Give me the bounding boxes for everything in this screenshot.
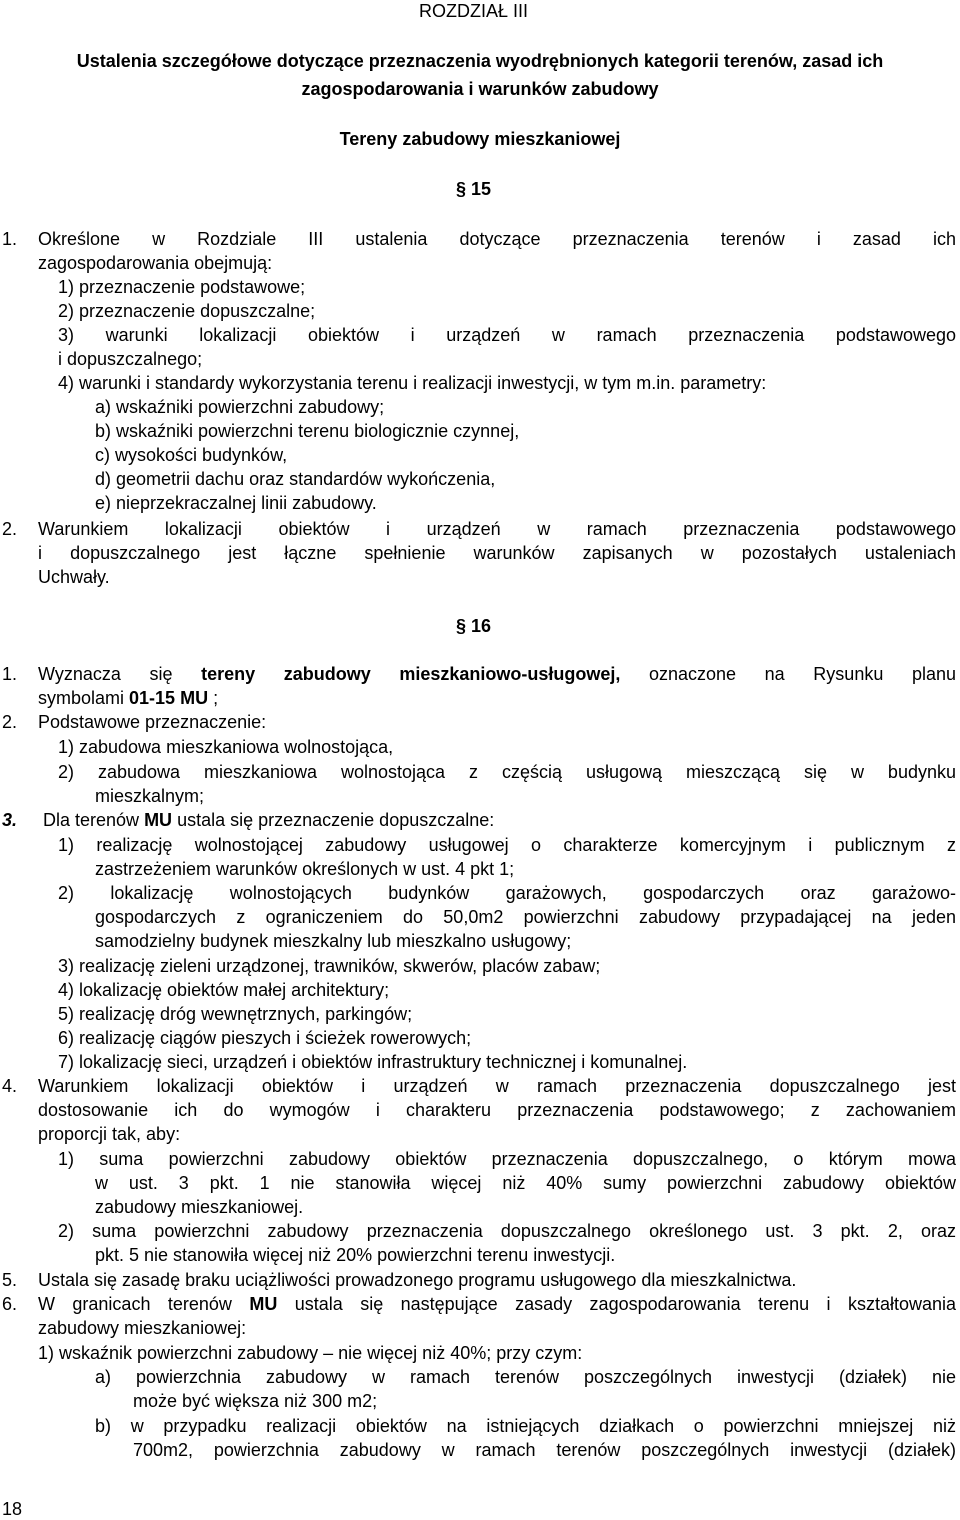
s16-p5: Ustala się zasadę braku uciążliwości prowadzonego programu usługowego dla mieszkalnictwa. bbox=[38, 1270, 797, 1290]
s16-p6-item-1b-line1: b) w przypadku realizacji obiektów na istniejących działkach o powierzchni mniejszej niż bbox=[95, 1416, 956, 1436]
s16-p6-line2: zabudowy mieszkaniowej: bbox=[38, 1318, 247, 1338]
s16-p6-item-1b-line2: 700m2, powierzchnia zabudowy w ramach terenów poszczególnych inwestycji (działek) bbox=[133, 1440, 956, 1460]
s16-p3-item-5: 5) realizację dróg wewnętrznych, parkingów; bbox=[58, 1004, 413, 1024]
s15-item-3-line1: 3) warunki lokalizacji obiektów i urządzeń w ramach przeznaczenia podstawowego bbox=[58, 325, 956, 345]
section-15-number: § 15 bbox=[456, 179, 492, 199]
s16-p3: Dla terenów MU ustala się przeznaczenie dopuszczalne: bbox=[38, 810, 495, 830]
s15-p2-line3: Uchwały. bbox=[38, 567, 110, 587]
s16-p3-item-7: 7) lokalizację sieci, urządzeń i obiektów infrastruktury technicznej i komunalnej. bbox=[58, 1052, 688, 1072]
s16-p6-num: 6. bbox=[2, 1294, 18, 1314]
s15-item-4c: c) wysokości budynków, bbox=[95, 445, 288, 465]
s16-p6-line1: W granicach terenów MU ustala się następujące zasady zagospodarowania terenu i kształtowania bbox=[38, 1294, 957, 1314]
s16-p3-item-2-line1: 2) lokalizację wolnostojących budynków garażowych, gospodarczych oraz garażowo- bbox=[58, 883, 956, 903]
s16-p4-item-1-line1: 1) suma powierzchni zabudowy obiektów przeznaczenia dopuszczalnego, o którym mowa bbox=[58, 1149, 956, 1169]
s16-p3-item-2-line3: samodzielny budynek mieszkalny lub mieszkalno usługowy; bbox=[95, 931, 572, 951]
s16-p6-item-1: 1) wskaźnik powierzchni zabudowy – nie więcej niż 40%; przy czym: bbox=[38, 1343, 583, 1363]
s16-p4-num: 4. bbox=[2, 1076, 18, 1096]
s15-p2-line2: i dopuszczalnego jest łączne spełnienie warunków zapisanych w pozostałych ustaleniach bbox=[38, 543, 956, 563]
s16-p6-item-1a-line1: a) powierzchnia zabudowy w ramach terenów poszczególnych inwestycji (działek) nie bbox=[95, 1367, 956, 1387]
s16-p2-num: 2. bbox=[2, 712, 18, 732]
s15-item-4b: b) wskaźniki powierzchni terenu biologicznie czynnej, bbox=[95, 421, 520, 441]
s15-p1-num: 1. bbox=[2, 229, 18, 249]
s16-p4-item-1-line2: w ust. 3 pkt. 1 nie stanowiła więcej niż 40% sumy powierzchni zabudowy obiektów bbox=[95, 1173, 956, 1193]
s16-p5-num: 5. bbox=[2, 1270, 18, 1290]
s16-p2-item-2-line1: 2) zabudowa mieszkaniowa wolnostojąca z częścią usługową mieszczącą się w budynku bbox=[58, 762, 956, 782]
s16-p4-line1: Warunkiem lokalizacji obiektów i urządzeń w ramach przeznaczenia dopuszczalnego jest bbox=[38, 1076, 956, 1096]
s16-p4-item-2-line1: 2) suma powierzchni zabudowy przeznaczenia dopuszczalnego określonego ust. 3 pkt. 2, oraz bbox=[58, 1221, 956, 1241]
s16-p3-item-6: 6) realizację ciągów pieszych i ścieżek rowerowych; bbox=[58, 1028, 472, 1048]
s16-p2-item-1: 1) zabudowa mieszkaniowa wolnostojąca, bbox=[58, 737, 394, 757]
s16-p4-item-1-line3: zabudowy mieszkaniowej. bbox=[95, 1197, 304, 1217]
s16-p3-item-3: 3) realizację zieleni urządzonej, trawników, skwerów, placów zabaw; bbox=[58, 956, 601, 976]
s15-item-4d: d) geometrii dachu oraz standardów wykończenia, bbox=[95, 469, 496, 489]
s16-p4-line2: dostosowanie ich do wymogów i charakteru przeznaczenia podstawowego; z zachowaniem bbox=[38, 1100, 956, 1120]
s16-p3-item-2-line2: gospodarczych z ograniczeniem do 50,0m2 powierzchni zabudowy przypadającej na jeden bbox=[95, 907, 956, 927]
s15-item-4: 4) warunki i standardy wykorzystania terenu i realizacji inwestycji, w tym m.in. parametry: bbox=[58, 373, 767, 393]
s16-p4-line3: proporcji tak, aby: bbox=[38, 1124, 181, 1144]
s16-p1-line2: symbolami 01-15 MU ; bbox=[38, 688, 219, 708]
chapter-header: ROZDZIAŁ III bbox=[419, 1, 529, 21]
s16-p1-num: 1. bbox=[2, 664, 18, 684]
s15-item-1: 1) przeznaczenie podstawowe; bbox=[58, 277, 306, 297]
s16-p1-line1: Wyznacza się tereny zabudowy mieszkaniowo-usługowej, oznaczone na Rysunku planu bbox=[38, 664, 956, 684]
s16-p3-item-1-line1: 1) realizację wolnostojącej zabudowy usługowej o charakterze komercyjnym i publicznym z bbox=[58, 835, 956, 855]
section-subtitle: Tereny zabudowy mieszkaniowej bbox=[339, 129, 621, 149]
s16-p2-item-2-line2: mieszkalnym; bbox=[95, 786, 205, 806]
s16-p4-item-2-line2: pkt. 5 nie stanowiła więcej niż 20% powierzchni terenu inwestycji. bbox=[95, 1245, 616, 1265]
document-title-line2: zagospodarowania i warunków zabudowy bbox=[301, 79, 659, 99]
s15-p1-line1: Określone w Rozdziale III ustalenia dotyczące przeznaczenia terenów i zasad ich bbox=[38, 229, 956, 249]
s16-p6-item-1a-line2: może być większa niż 300 m2; bbox=[133, 1391, 378, 1411]
s16-p3-item-4: 4) lokalizację obiektów małej architektury; bbox=[58, 980, 390, 1000]
s15-item-3-line2: i dopuszczalnego; bbox=[58, 349, 203, 369]
s15-item-4a: a) wskaźniki powierzchni zabudowy; bbox=[95, 397, 385, 417]
s16-p2: Podstawowe przeznaczenie: bbox=[38, 712, 267, 732]
document-title-line1: Ustalenia szczegółowe dotyczące przeznaczenia wyodrębnionych kategorii terenów, zasad ich bbox=[76, 51, 884, 71]
s16-p3-item-1-line2: zastrzeżeniem warunków określonych w ust. 4 pkt 1; bbox=[95, 859, 515, 879]
s15-item-2: 2) przeznaczenie dopuszczalne; bbox=[58, 301, 316, 321]
section-16-number: § 16 bbox=[456, 616, 492, 636]
s16-p3-num: 3. bbox=[2, 810, 18, 830]
s15-p1-line2: zagospodarowania obejmują: bbox=[38, 253, 273, 273]
s15-p2-num: 2. bbox=[2, 519, 18, 539]
page-number: 18 bbox=[2, 1499, 23, 1519]
s15-p2-line1: Warunkiem lokalizacji obiektów i urządzeń w ramach przeznaczenia podstawowego bbox=[38, 519, 956, 539]
s15-item-4e: e) nieprzekraczalnej linii zabudowy. bbox=[95, 493, 377, 513]
